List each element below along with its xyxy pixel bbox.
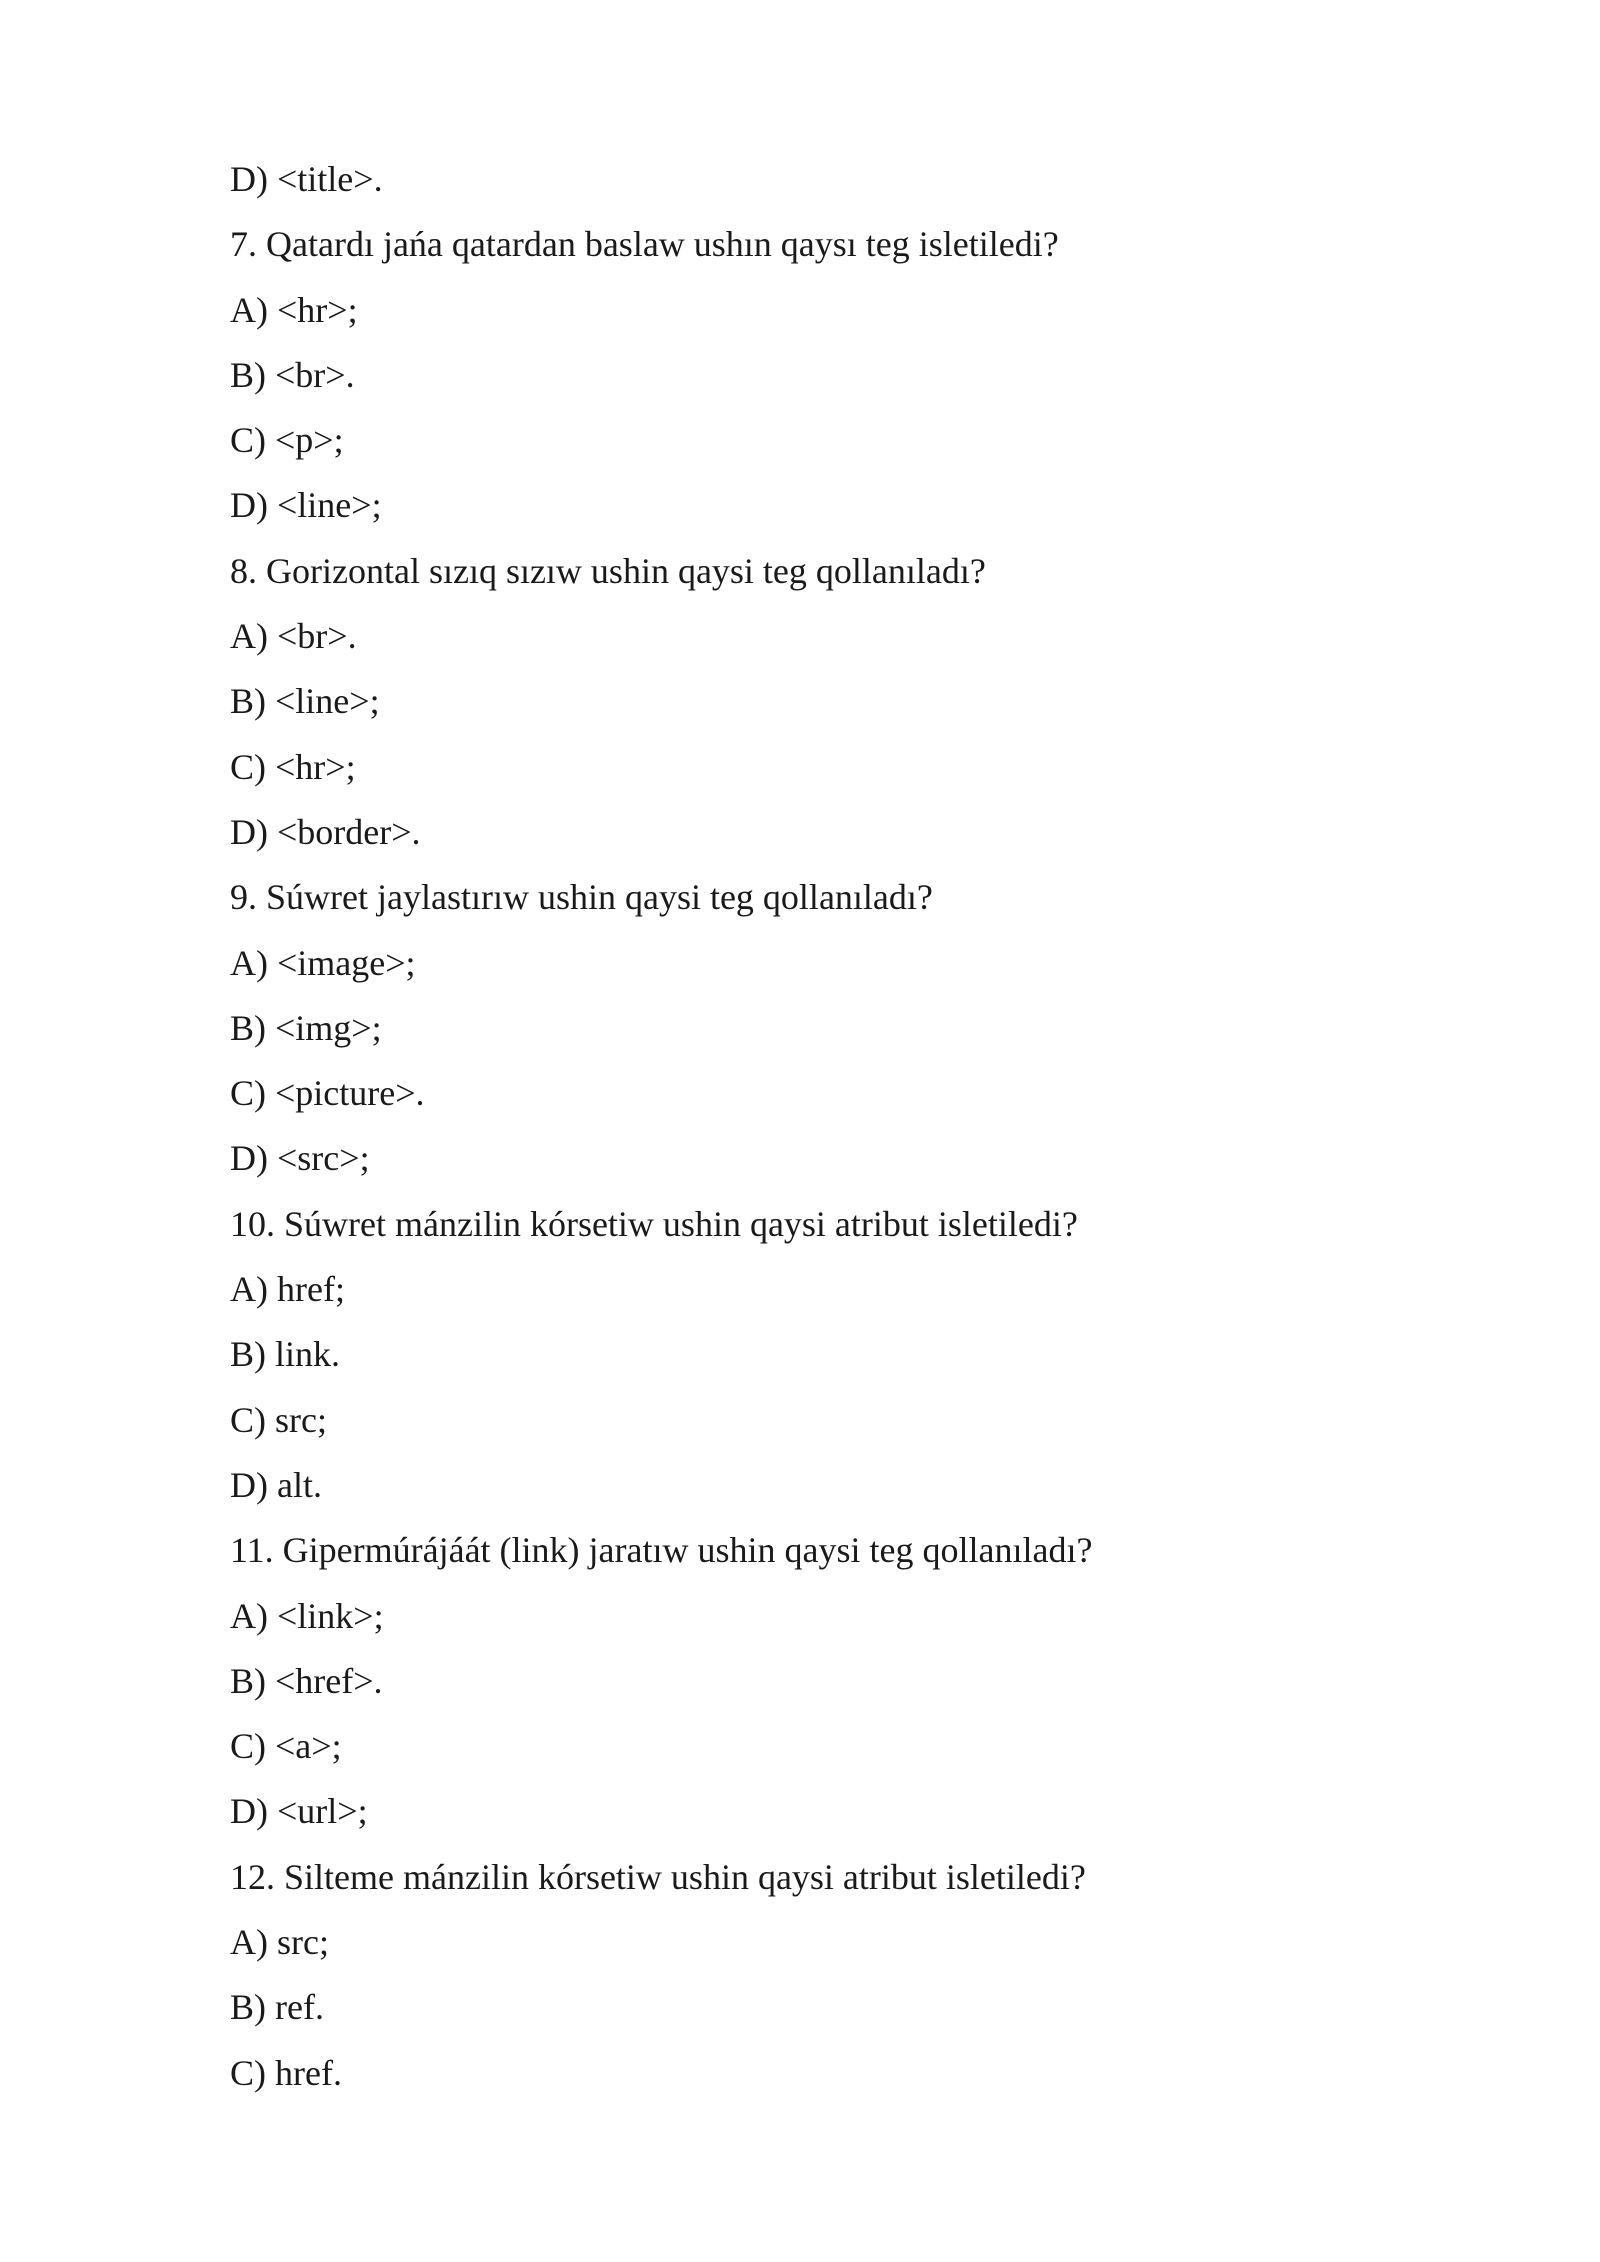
answer-option: B) <line>; [230, 681, 380, 722]
answer-option: A) <br>. [230, 616, 357, 657]
question-text: 11. Gipermúrájáát (link) jaratıw ushin qaysi teg qollanıladı? [230, 1530, 1093, 1571]
answer-option: D) <src>; [230, 1138, 370, 1179]
answer-option: A) <image>; [230, 942, 416, 983]
answer-option: A) <hr>; [230, 289, 358, 330]
question-text: 7. Qatardı jańa qatardan baslaw ushın qaysı teg isletiledi? [230, 224, 1059, 265]
answer-option: D) <border>. [230, 811, 421, 852]
answer-option: C) href. [230, 2052, 342, 2093]
question-list [230, 147, 1530, 2106]
answer-option: D) <title>. [230, 159, 383, 199]
answer-option: A) <link>; [230, 1595, 384, 1636]
answer-option: A) src; [230, 1922, 329, 1963]
question-text: 8. Gorizontal sızıq sızıw ushin qaysi teg qollanıladı? [230, 550, 986, 591]
question-text: 12. Silteme mánzilin kórsetiw ushin qaysi atribut isletiledi? [230, 1856, 1086, 1897]
answer-option: B) <href>. [230, 1660, 383, 1701]
answer-option: B) ref. [230, 1987, 324, 2028]
answer-option: C) <p>; [230, 420, 344, 461]
question-text: 9. Súwret jaylastırıw ushin qaysi teg qollanıladı? [230, 877, 933, 918]
answer-option: D) <line>; [230, 485, 382, 526]
answer-option: D) <url>; [230, 1791, 368, 1832]
answer-option: A) href; [230, 1269, 345, 1310]
answer-option: D) alt. [230, 1464, 322, 1505]
question-text: 10. Súwret mánzilin kórsetiw ushin qaysi atribut isletiledi? [230, 1203, 1078, 1244]
answer-option: C) <a>; [230, 1726, 342, 1767]
answer-option: C) <hr>; [230, 746, 356, 787]
answer-option: C) src; [230, 1399, 327, 1440]
answer-option: B) <img>; [230, 1007, 382, 1048]
answer-option: B) <br>. [230, 354, 355, 395]
answer-option: B) link. [230, 1334, 341, 1375]
answer-option: C) <picture>. [230, 1073, 425, 1114]
